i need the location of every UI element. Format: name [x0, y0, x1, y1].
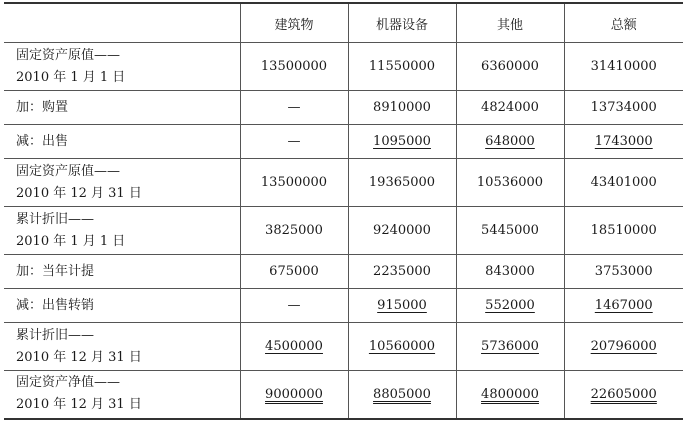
cell-buildings — [240, 207, 348, 255]
row-label-line: 固定资产净值—— — [16, 375, 121, 391]
cell-other — [456, 207, 564, 255]
cell-other — [456, 371, 564, 419]
row-label-line: 加：购置 — [16, 99, 69, 115]
table-row — [4, 43, 683, 91]
row-label — [4, 323, 240, 371]
row-label — [4, 207, 240, 255]
row-label — [4, 371, 240, 419]
row-label-line: 2010 年 12 月 31 日 — [16, 349, 142, 365]
row-label-line: 累计折旧—— — [16, 211, 95, 227]
cell-value: 1467000 — [594, 298, 653, 313]
row-label-line: 2010 年 1 月 1 日 — [16, 233, 126, 249]
header-row — [4, 3, 683, 43]
cell-value: — — [287, 134, 301, 149]
row-label — [4, 91, 240, 125]
cell-machinery — [348, 91, 456, 125]
cell-machinery — [348, 43, 456, 91]
cell-value: 4500000 — [265, 339, 323, 354]
row-label — [4, 255, 240, 289]
cell-value: 843000 — [485, 264, 535, 279]
cell-value: 13734000 — [590, 100, 657, 115]
row-label-line: 加：当年计提 — [16, 263, 95, 279]
cell-value: 5736000 — [481, 339, 539, 354]
cell-machinery — [348, 207, 456, 255]
cell-value: 4824000 — [481, 100, 539, 115]
cell-value: 5445000 — [481, 223, 539, 238]
cell-other — [456, 91, 564, 125]
header-total: 总额 — [564, 3, 683, 43]
cell-total — [564, 255, 683, 289]
cell-buildings — [240, 323, 348, 371]
cell-value: 8910000 — [373, 100, 431, 115]
table-row — [4, 207, 683, 255]
cell-value: 31410000 — [590, 59, 657, 74]
cell-other — [456, 289, 564, 323]
cell-value: 3825000 — [265, 223, 323, 238]
cell-buildings — [240, 371, 348, 419]
cell-value: 2235000 — [373, 264, 431, 279]
cell-value: 9240000 — [373, 223, 431, 238]
table-row — [4, 289, 683, 323]
cell-value: 6360000 — [481, 59, 539, 74]
cell-total — [564, 323, 683, 371]
row-label-line: 累计折旧—— — [16, 327, 95, 343]
cell-buildings — [240, 289, 348, 323]
table-row — [4, 91, 683, 125]
cell-other — [456, 43, 564, 91]
cell-value: 4800000 — [481, 386, 539, 402]
cell-total — [564, 159, 683, 207]
row-label — [4, 159, 240, 207]
cell-value: 10560000 — [368, 339, 436, 354]
cell-value: 19365000 — [368, 175, 436, 190]
cell-total — [564, 289, 683, 323]
cell-value: 13500000 — [260, 175, 328, 190]
cell-value: 20796000 — [590, 339, 657, 354]
row-label-line: 减：出售 — [16, 133, 69, 149]
row-label-line: 固定资产原值—— — [16, 47, 121, 63]
cell-value: 552000 — [485, 298, 535, 313]
cell-value: 8805000 — [373, 386, 431, 402]
cell-buildings — [240, 125, 348, 159]
cell-machinery — [348, 255, 456, 289]
row-label-line: 固定资产原值—— — [16, 163, 121, 179]
cell-value: — — [287, 298, 301, 313]
cell-value: 13500000 — [260, 59, 328, 74]
cell-other — [456, 159, 564, 207]
cell-value: 675000 — [269, 264, 319, 279]
header-blank — [4, 3, 240, 43]
cell-value: 3753000 — [594, 264, 653, 279]
cell-machinery — [348, 323, 456, 371]
cell-value: 1095000 — [373, 134, 431, 149]
table-body — [4, 43, 683, 419]
cell-value: — — [287, 100, 301, 115]
table-row — [4, 371, 683, 419]
row-label — [4, 125, 240, 159]
cell-machinery — [348, 289, 456, 323]
header-other: 其他 — [456, 3, 564, 43]
row-label — [4, 43, 240, 91]
row-label-line: 减：出售转销 — [16, 297, 95, 313]
cell-buildings — [240, 159, 348, 207]
cell-value: 10536000 — [476, 175, 544, 190]
cell-value: 11550000 — [368, 59, 436, 74]
row-label-line: 2010 年 1 月 1 日 — [16, 69, 126, 85]
cell-total — [564, 43, 683, 91]
cell-value: 1743000 — [594, 134, 653, 149]
cell-buildings — [240, 43, 348, 91]
cell-value: 18510000 — [590, 223, 657, 238]
cell-total — [564, 125, 683, 159]
row-label-line: 2010 年 12 月 31 日 — [16, 397, 142, 413]
cell-total — [564, 371, 683, 419]
cell-other — [456, 125, 564, 159]
header-machinery: 机器设备 — [348, 3, 456, 43]
header-buildings: 建筑物 — [240, 3, 348, 43]
table-row — [4, 255, 683, 289]
cell-buildings — [240, 255, 348, 289]
cell-total — [564, 91, 683, 125]
cell-total — [564, 207, 683, 255]
table-row — [4, 159, 683, 207]
cell-value: 43401000 — [590, 175, 657, 190]
cell-other — [456, 323, 564, 371]
row-label — [4, 289, 240, 323]
cell-machinery — [348, 125, 456, 159]
table-row — [4, 323, 683, 371]
cell-machinery — [348, 371, 456, 419]
cell-value: 22605000 — [590, 386, 657, 402]
cell-buildings — [240, 91, 348, 125]
row-label-line: 2010 年 12 月 31 日 — [16, 185, 142, 201]
cell-value: 915000 — [377, 298, 427, 313]
cell-value: 648000 — [485, 134, 535, 149]
fixed-asset-table — [4, 2, 683, 420]
cell-value: 9000000 — [265, 386, 323, 402]
table-row — [4, 125, 683, 159]
cell-machinery — [348, 159, 456, 207]
cell-other — [456, 255, 564, 289]
